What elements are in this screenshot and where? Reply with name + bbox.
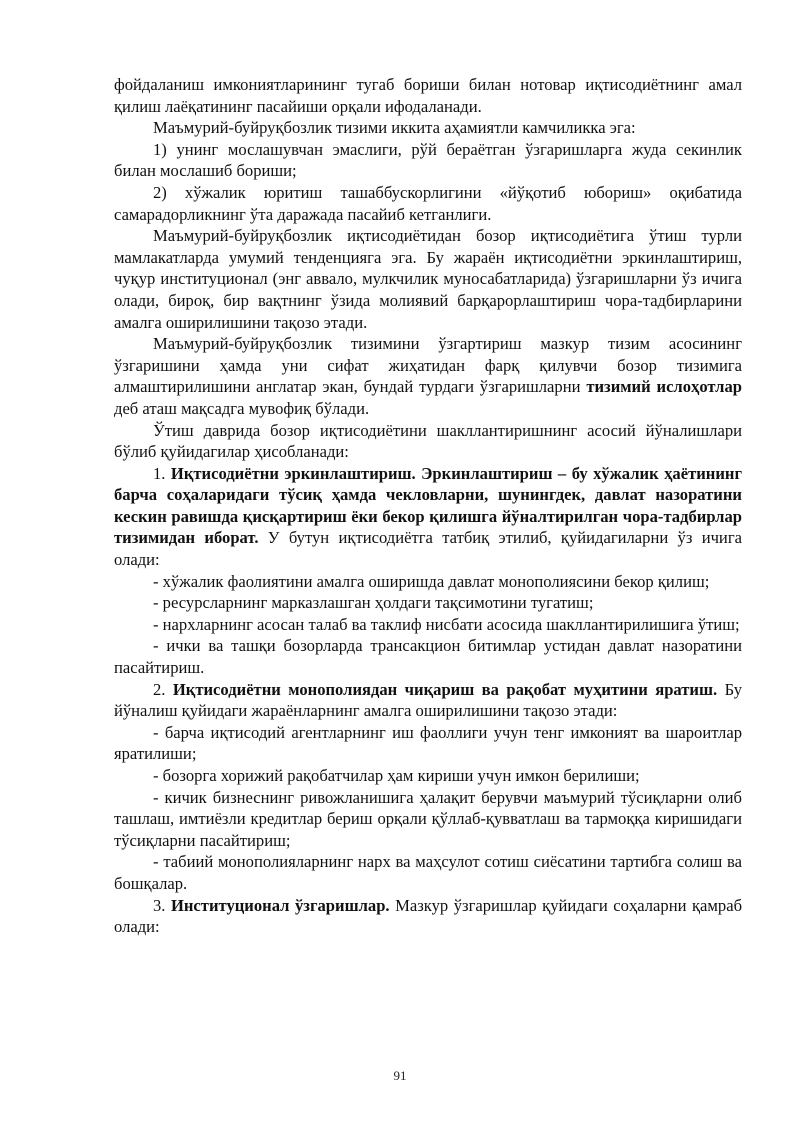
paragraph <box>114 225 742 333</box>
text-run: - хўжалик фаолиятини амалга оширишда давлат монополиясини бекор қилиш; <box>153 571 710 591</box>
text-run: - ички ва ташқи бозорларда трансакцион битимлар устидан давлат назоратини пасайтириш. <box>114 636 742 678</box>
text-run: Маъмурий-буйруқбозлик тизими иккита аҳамиятли камчиликка эга: <box>153 118 636 138</box>
section-number: 1. <box>153 463 171 483</box>
list-item <box>114 182 742 225</box>
list-item <box>114 614 742 636</box>
text-run: - бозорга хорижий рақобатчилар ҳам кириши учун имкон берилиши; <box>153 766 640 785</box>
text-run: - табиий монополияларнинг нарх ва маҳсулот сотиш сиёсатини тартибга солиш ва бошқалар. <box>114 852 742 893</box>
paragraph <box>114 117 742 139</box>
page-body <box>114 74 742 938</box>
text-run: Мазкур ўзгаришлар қуйидаги соҳаларни қамраб олади: <box>114 895 743 937</box>
text-run: Маъмурий-буйруқбозлик тизимини ўзгартириш мазкур тизим асосининг ўзгаришини ҳамда уни сифат жиҳатидан фарқ қилувчи бозор тизимига алмаштирилишини англатар экан, бундай турдаги ўзгаришларни <box>114 334 742 397</box>
text-run: 2) хўжалик юритиш ташаббускорлигини «йўқотиб юбориш» оқибатида самарадорликнинг ўта даражада пасайиб кетганлиги. <box>114 182 742 224</box>
paragraph <box>114 74 742 117</box>
text-run: У бутун иқтисодиётга татбиқ этилиб, қуйидагиларни ўз ичига олади: <box>114 528 742 570</box>
section-number: 2. <box>153 679 173 699</box>
section-heading: Иқтисодиётни монополиядан чиқариш ва рақобат муҳитини яратиш. <box>172 679 718 699</box>
list-item <box>114 139 742 182</box>
list-item <box>114 765 742 787</box>
section-heading: Иқтисодиётни эркинлаштириш. Эркинлаштириш – бу хўжалик ҳаётининг барча соҳаларидаги тўсиқ ҳамда чекловларни, шунингдек, давлат назоратини кескин равишда қисқартириш ёки бекор қилишга йўналтирилган чора-тадбирлар тизимидан иборат. <box>114 463 742 548</box>
numbered-section <box>114 463 742 571</box>
text-run: Маъмурий-буйруқбозлик иқтисодиётидан бозор иқтисодиётига ўтиш турли мамлакатларда умумий тенденцияга эга. Бу жараён иқтисодиётни эркинлаштириш, чуқур институционал (энг аввало, мулкчилик муносабатларида) ўзгаришларни ўз ичига олади, бироқ, бир вақтнинг ўзида молиявий барқарорлаштириш чора-тадбирларини амалга оширилишини тақозо этади. <box>114 226 742 332</box>
section-heading: Институционал ўзгаришлар. <box>170 895 390 915</box>
text-run: фойдаланиш имкониятларининг тугаб бориши билан нотовар иқтисодиётнинг амал қилиш лаёқатининг пасайиши орқали ифодаланади. <box>114 75 742 116</box>
numbered-section <box>114 679 742 722</box>
section-number: 3. <box>153 895 171 915</box>
paragraph <box>114 420 742 463</box>
list-item <box>114 851 742 894</box>
numbered-section <box>114 895 742 938</box>
list-item <box>114 571 742 593</box>
bold-term: тизимий ислоҳотлар <box>586 377 742 397</box>
text-run: - ресурсларнинг марказлашган ҳолдаги тақсимотини тугатиш; <box>153 593 594 613</box>
list-item <box>114 635 742 678</box>
page-number: 91 <box>393 1068 407 1083</box>
text-run: Ўтиш даврида бозор иқтисодиётини шакллантиришнинг асосий йўналишлари бўлиб қуйидагилар ҳисобланади: <box>114 420 742 462</box>
text-run: - нархларнинг асосан талаб ва таклиф нисбати асосида шакллантирилишига ўтиш; <box>153 614 740 634</box>
list-item <box>114 787 742 852</box>
text-run: - барча иқтисодий агентларнинг иш фаоллиги учун тенг имконият ва шароитлар яратилиши; <box>114 722 742 764</box>
list-item <box>114 722 742 765</box>
text-run: деб аташ мақсадга мувофиқ бўлади. <box>114 398 370 418</box>
text-run: - кичик бизнеснинг ривожланишига ҳалақит берувчи маъмурий тўсиқларни олиб ташлаш, имтиёзли кредитлар бериш орқали қўллаб-қувватлаш ва тармоққа киришидаги тўсиқларни пасайтириш; <box>114 787 742 850</box>
text-run: Бу йўналиш қуйидаги жараёнларнинг амалга оширилишини тақозо этади: <box>114 679 742 721</box>
text-run: 1) унинг мослашувчан эмаслиги, рўй бераётган ўзгаришларга жуда секинлик билан мослашиб бориши; <box>114 139 742 181</box>
list-item <box>114 592 742 614</box>
paragraph <box>114 333 742 419</box>
